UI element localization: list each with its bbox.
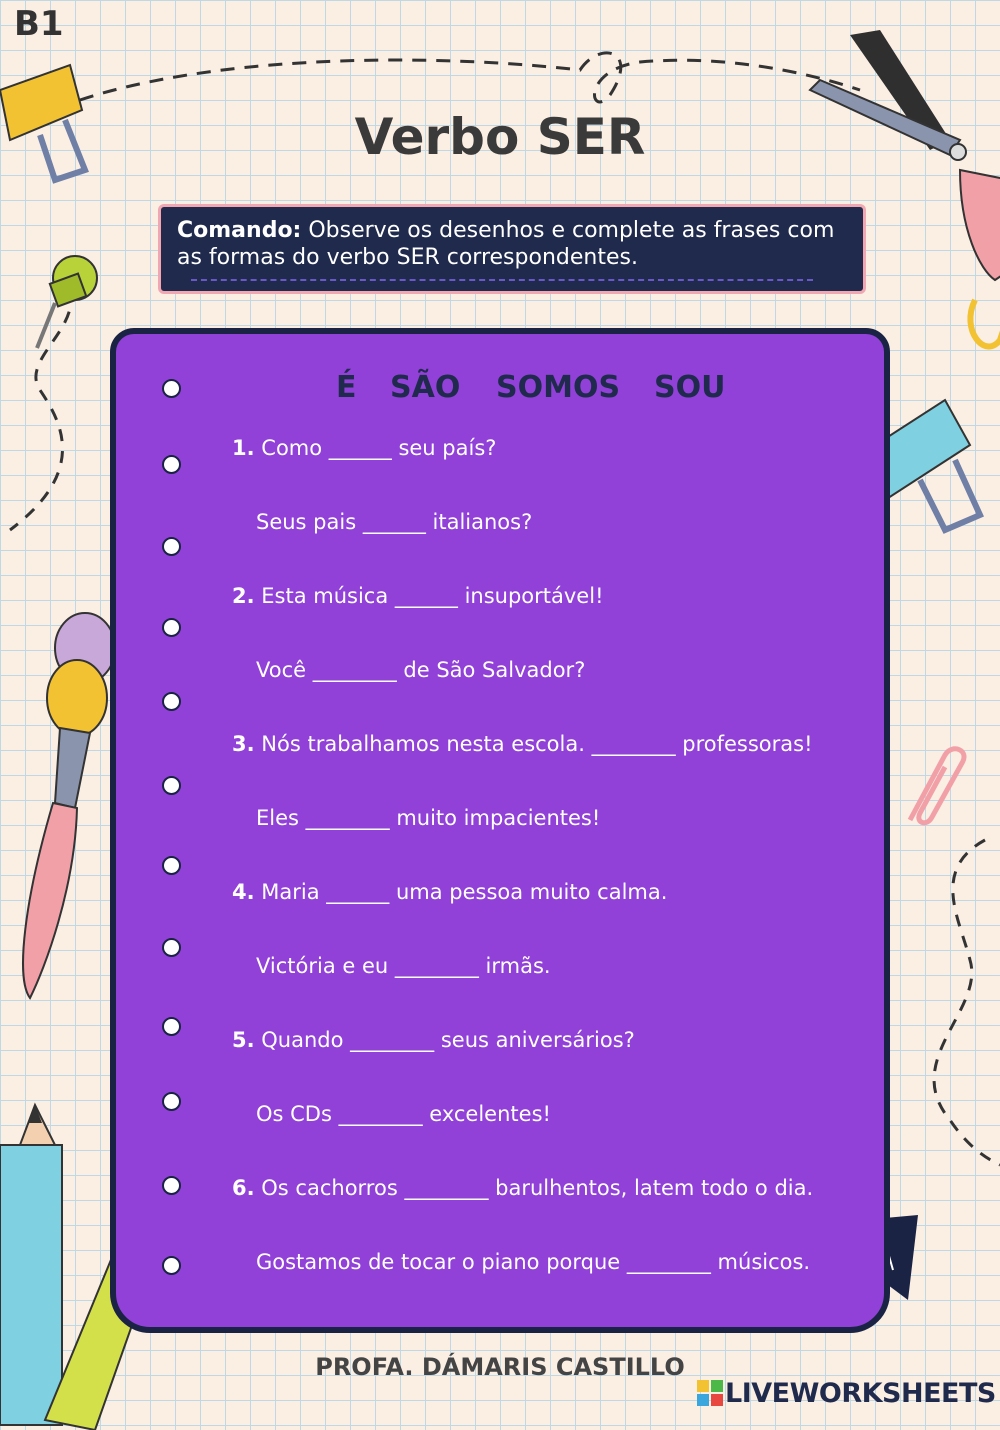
exercise-text[interactable]: Como ______ seu país? (261, 436, 497, 460)
brand-name: LIVEWORKSHEETS (725, 1378, 996, 1409)
word-bank-item: É (336, 370, 357, 405)
command-text: Observe os desenhos e complete as frases com as formas do verbo SER correspondentes. (177, 218, 835, 270)
notebook-ring (162, 692, 181, 711)
exercise-line (232, 732, 813, 756)
answer-dashed-line (191, 279, 813, 281)
notebook-ring (162, 455, 181, 474)
exercise-line (256, 658, 585, 682)
exercise-number: 3. (232, 732, 255, 756)
command-instructions (158, 204, 866, 294)
exercise-text[interactable]: Nós trabalhamos nesta escola. ________ professoras! (261, 732, 813, 756)
exercise-line (256, 954, 551, 978)
exercise-line (256, 1250, 810, 1274)
word-bank-item: SÃO (390, 370, 461, 405)
exercise-number: 6. (232, 1176, 255, 1200)
exercise-number: 4. (232, 880, 255, 904)
scissors-icon (810, 30, 1000, 350)
exercise-line (232, 880, 667, 904)
notebook-ring (162, 1176, 181, 1195)
notebook-ring (162, 938, 181, 957)
exercise-line (232, 436, 496, 460)
exercise-number: 2. (232, 584, 255, 608)
paperclip-icon (900, 745, 980, 835)
notebook-ring (162, 1017, 181, 1036)
exercise-text[interactable]: Victória e eu ________ irmãs. (256, 954, 551, 978)
exercise-number: 1. (232, 436, 255, 460)
notebook-ring (162, 856, 181, 875)
word-bank (116, 370, 884, 410)
exercise-line (232, 584, 604, 608)
exercise-text[interactable]: Você ________ de São Salvador? (256, 658, 586, 682)
brand-logo[interactable] (697, 1378, 996, 1409)
exercise-text[interactable]: Esta música ______ insuportável! (261, 584, 604, 608)
exercise-line (256, 806, 600, 830)
author-footer: PROFA. DÁMARIS CASTILLO (315, 1353, 685, 1381)
exercise-line (256, 1102, 551, 1126)
exercise-text[interactable]: Os cachorros ________ barulhentos, latem todo o dia. (261, 1176, 814, 1200)
exercise-number: 5. (232, 1028, 255, 1052)
exercise-text[interactable]: Eles ________ muito impacientes! (256, 806, 601, 830)
level-label: B1 (14, 4, 64, 44)
command-label: Comando: (177, 218, 302, 243)
notebook-panel (110, 328, 890, 1333)
exercise-text[interactable]: Gostamos de tocar o piano porque ________ músicos. (256, 1250, 811, 1274)
exercise-line (256, 510, 532, 534)
word-bank-item: SOMOS (496, 370, 621, 405)
notebook-ring (162, 776, 181, 795)
notebook-ring (162, 618, 181, 637)
notebook-ring (162, 537, 181, 556)
exercise-text[interactable]: Quando ________ seus aniversários? (261, 1028, 635, 1052)
notebook-ring (162, 1256, 181, 1275)
exercise-text[interactable]: Os CDs ________ excelentes! (256, 1102, 551, 1126)
pushpin-icon (25, 248, 115, 358)
exercise-text[interactable]: Maria ______ uma pessoa muito calma. (261, 880, 668, 904)
word-bank-item: SOU (654, 370, 726, 405)
exercise-line (232, 1176, 813, 1200)
page-title: Verbo SER (354, 108, 646, 166)
liveworksheets-logo-icon (697, 1380, 723, 1406)
notebook-ring (162, 1092, 181, 1111)
exercise-text[interactable]: Seus pais ______ italianos? (256, 510, 533, 534)
exercise-line (232, 1028, 635, 1052)
